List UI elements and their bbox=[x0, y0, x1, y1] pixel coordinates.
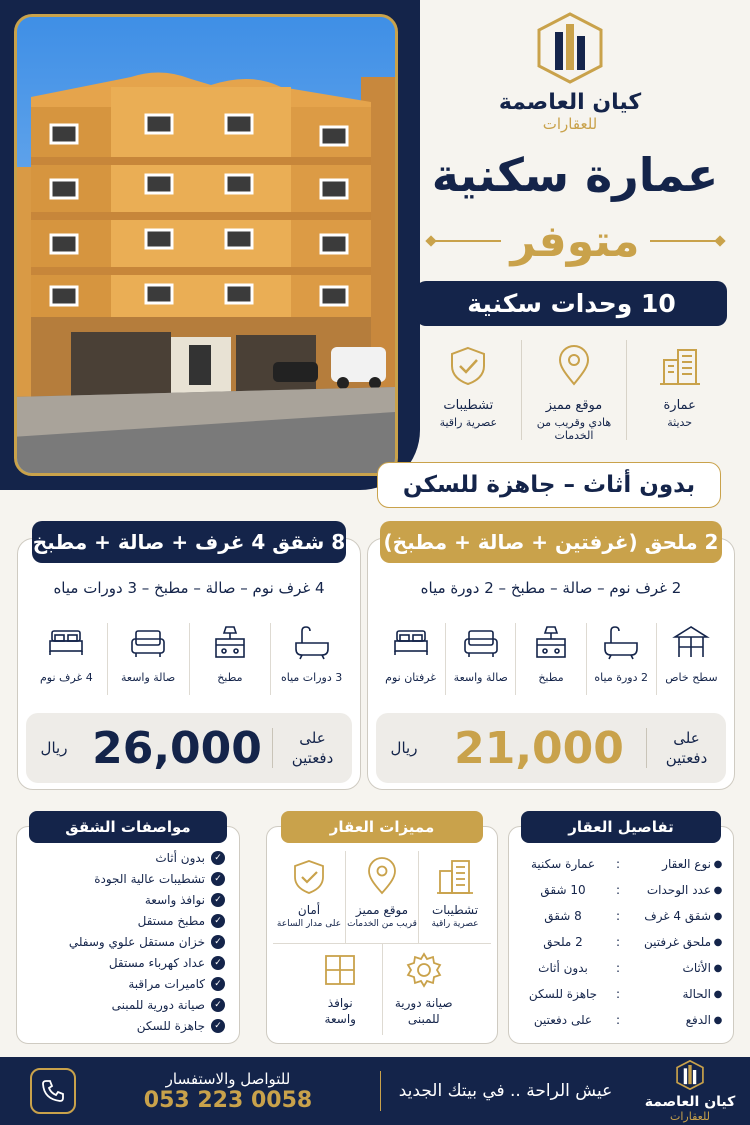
apartment-specs bbox=[16, 818, 240, 1044]
spec-label: صيانة دورية للمبنى bbox=[111, 997, 205, 1012]
detail-value: على دفعتين bbox=[533, 1013, 593, 1027]
footer-brand-name: كيان العاصمة bbox=[644, 1093, 736, 1110]
merits-title: مميزات العقار bbox=[281, 811, 483, 843]
shield-check-icon bbox=[289, 857, 329, 897]
merit-sub: للمبنى bbox=[407, 1012, 440, 1026]
check-icon: ✓ bbox=[211, 935, 225, 949]
detail-key: ملحق غرفتين bbox=[644, 935, 711, 949]
merit bbox=[273, 851, 345, 943]
phone-number[interactable]: 053 223 0058 bbox=[143, 1087, 313, 1113]
bathtub-icon bbox=[292, 623, 332, 661]
amenity bbox=[376, 623, 445, 695]
price: 21,000 bbox=[454, 722, 624, 774]
detail-key: الأثاث bbox=[682, 961, 711, 975]
bullet-icon: ● bbox=[713, 1014, 723, 1026]
bullet-icon: ● bbox=[713, 936, 723, 948]
deco-line bbox=[650, 240, 720, 242]
footer bbox=[0, 1057, 750, 1125]
amenity bbox=[586, 623, 656, 695]
merit-title: تشطيبات bbox=[431, 903, 479, 917]
footer-brand-sub: للعقارات bbox=[670, 1109, 710, 1123]
phone-icon bbox=[40, 1078, 66, 1104]
check-icon: ✓ bbox=[211, 893, 225, 907]
kitchen-icon bbox=[531, 623, 571, 661]
amenity bbox=[26, 623, 107, 695]
detail-value: بدون أثاث bbox=[538, 961, 588, 975]
building-photo bbox=[14, 14, 398, 476]
detail-row bbox=[515, 851, 725, 877]
brand-logo bbox=[470, 12, 670, 133]
feature-sub: عصرية راقية bbox=[439, 416, 498, 429]
currency: ريال bbox=[40, 739, 68, 757]
brand-name: كيان العاصمة bbox=[498, 90, 642, 115]
feature-title: تشطيبات bbox=[443, 398, 494, 413]
contact-label: للتواصل والاستفسار bbox=[165, 1069, 291, 1088]
bathtub-icon bbox=[601, 623, 641, 661]
brand-mark-icon bbox=[535, 12, 605, 84]
brand-mark-icon bbox=[675, 1060, 705, 1090]
offer-title: 8 شقق 4 غرف + صالة + مطبخ bbox=[32, 521, 346, 563]
feature-finishing bbox=[416, 340, 521, 440]
merits-row bbox=[273, 943, 491, 1035]
offer-desc: 4 غرف نوم – صالة – مطبخ – 3 دورات مياه bbox=[53, 579, 325, 597]
amenity bbox=[445, 623, 515, 695]
merit bbox=[382, 944, 466, 1035]
merit-title: صيانة دورية bbox=[394, 996, 453, 1010]
offer-title: 2 ملحق (غرفتين + صالة + مطبخ) bbox=[380, 521, 722, 563]
detail-row bbox=[515, 903, 725, 929]
footer-logo bbox=[630, 1060, 750, 1123]
merit bbox=[418, 851, 491, 943]
check-icon: ✓ bbox=[211, 977, 225, 991]
spec-item bbox=[25, 994, 225, 1015]
payment-line: دفعتين bbox=[665, 749, 708, 767]
sofa-icon bbox=[128, 623, 168, 661]
amenity-label: سطح خاص bbox=[665, 671, 718, 684]
separator: : bbox=[615, 987, 621, 1001]
detail-key: الدفع bbox=[685, 1013, 711, 1027]
separator: : bbox=[615, 883, 621, 897]
payment-line: على bbox=[299, 729, 326, 747]
spec-label: كاميرات مراقبة bbox=[128, 976, 205, 991]
amenity-label: غرفتان نوم bbox=[385, 671, 437, 684]
price: 26,000 bbox=[92, 722, 262, 774]
merits-grid bbox=[273, 851, 491, 1035]
rooftop-icon bbox=[671, 623, 711, 661]
feature-sub: حديثة bbox=[667, 416, 693, 429]
spec-label: عداد كهرباء مستقل bbox=[108, 955, 205, 970]
bullet-icon: ● bbox=[713, 910, 723, 922]
detail-row bbox=[515, 955, 725, 981]
merit bbox=[299, 944, 382, 1035]
detail-row bbox=[515, 981, 725, 1007]
bullet-icon: ● bbox=[713, 884, 723, 896]
merit-sub: قريب من الخدمات bbox=[347, 919, 417, 929]
spec-item bbox=[25, 952, 225, 973]
payment-line: دفعتين bbox=[291, 749, 334, 767]
amenities bbox=[376, 623, 726, 695]
sofa-icon bbox=[461, 623, 501, 661]
gear-icon bbox=[404, 950, 444, 990]
detail-key: الحالة bbox=[682, 987, 711, 1001]
check-icon: ✓ bbox=[211, 914, 225, 928]
location-pin-icon bbox=[362, 857, 402, 897]
deco-line bbox=[431, 240, 501, 242]
price-box bbox=[26, 713, 352, 783]
slogan: عيش الراحة .. في بيتك الجديد bbox=[380, 1071, 630, 1111]
bullet-icon: ● bbox=[713, 962, 723, 974]
amenity-label: صالة واسعة bbox=[453, 671, 508, 684]
property-merits bbox=[266, 818, 498, 1044]
available-row bbox=[420, 212, 730, 270]
amenity bbox=[515, 623, 585, 695]
spec-item bbox=[25, 931, 225, 952]
check-icon: ✓ bbox=[211, 1019, 225, 1033]
building-icon bbox=[435, 857, 475, 897]
feature-building bbox=[626, 340, 732, 440]
units-badge: 10 وحدات سكنية bbox=[416, 281, 727, 326]
offer-card-annex bbox=[367, 530, 735, 790]
amenity bbox=[107, 623, 189, 695]
offer-card-apartments bbox=[17, 530, 361, 790]
separator: : bbox=[615, 857, 621, 871]
amenities bbox=[26, 623, 352, 695]
location-pin-icon bbox=[552, 344, 596, 388]
detail-value: 10 شقق bbox=[540, 883, 586, 897]
merit-sub: واسعة bbox=[324, 1012, 356, 1026]
specs-title: مواصفات الشقق bbox=[29, 811, 227, 843]
merit-title: نوافذ bbox=[327, 996, 353, 1010]
check-icon: ✓ bbox=[211, 998, 225, 1012]
merit-sub: على مدار الساعة bbox=[276, 919, 342, 929]
offer-desc: 2 غرف نوم – صالة – مطبخ – 2 دورة مياه bbox=[420, 579, 682, 597]
headline: عمارة سكنية bbox=[431, 148, 719, 202]
ready-badge: بدون أثاث – جاهزة للسكن bbox=[377, 462, 721, 508]
detail-value: 8 شقق bbox=[544, 909, 582, 923]
detail-value: 2 ملحق bbox=[543, 935, 583, 949]
amenity bbox=[656, 623, 726, 695]
top-features bbox=[416, 340, 732, 440]
detail-value: جاهزة للسكن bbox=[528, 987, 598, 1001]
property-details bbox=[508, 818, 734, 1044]
details-title: تفاصيل العقار bbox=[521, 811, 721, 843]
bullet-icon: ● bbox=[713, 988, 723, 1000]
bed-icon bbox=[391, 623, 431, 661]
price-box bbox=[376, 713, 726, 783]
shield-check-icon bbox=[446, 344, 490, 388]
check-icon: ✓ bbox=[211, 956, 225, 970]
spec-item bbox=[25, 868, 225, 889]
window-icon bbox=[320, 950, 360, 990]
separator: : bbox=[615, 961, 621, 975]
amenity-label: مطبخ bbox=[538, 671, 564, 684]
available-label: متوفر bbox=[510, 215, 640, 267]
spec-label: تشطيبات عالية الجودة bbox=[94, 871, 205, 886]
spec-item bbox=[25, 889, 225, 910]
phone-button[interactable] bbox=[30, 1068, 76, 1114]
amenity bbox=[189, 623, 271, 695]
amenity-label: 3 دورات مياه bbox=[280, 671, 343, 684]
spec-label: نوافذ واسعة bbox=[144, 892, 205, 907]
detail-row bbox=[515, 929, 725, 955]
amenity-label: 4 غرف نوم bbox=[39, 671, 93, 684]
spec-item bbox=[25, 1015, 225, 1036]
building-icon bbox=[658, 344, 702, 388]
merit-title: أمان bbox=[297, 903, 321, 917]
detail-row bbox=[515, 1007, 725, 1033]
spec-label: جاهزة للسكن bbox=[136, 1018, 205, 1033]
spec-label: مطبخ مستقل bbox=[137, 913, 205, 928]
bullet-icon: ● bbox=[713, 858, 723, 870]
currency: ريال bbox=[390, 739, 418, 757]
kitchen-icon bbox=[210, 623, 250, 661]
detail-key: عدد الوحدات bbox=[646, 883, 711, 897]
separator: : bbox=[615, 935, 621, 949]
merit-title: موقع مميز bbox=[355, 903, 409, 917]
payment-line: على bbox=[673, 729, 700, 747]
separator: : bbox=[615, 1013, 621, 1027]
amenity-label: صالة واسعة bbox=[121, 671, 176, 684]
brand-sub: للعقارات bbox=[542, 115, 598, 133]
amenity bbox=[270, 623, 352, 695]
check-icon: ✓ bbox=[211, 872, 225, 886]
check-icon: ✓ bbox=[211, 851, 225, 865]
detail-key: نوع العقار bbox=[662, 857, 711, 871]
feature-sub: هادي وقريب من الخدمات bbox=[536, 416, 612, 442]
details-list bbox=[515, 851, 725, 1033]
merit bbox=[345, 851, 418, 943]
bed-icon bbox=[46, 623, 86, 661]
merits-row bbox=[273, 851, 491, 943]
feature-title: موقع مميز bbox=[545, 398, 603, 413]
spec-label: بدون أثاث bbox=[155, 850, 205, 865]
amenity-label: 2 دورة مياه bbox=[594, 671, 648, 684]
payment-terms bbox=[272, 728, 352, 768]
merit-sub: عصرية راقية bbox=[431, 919, 479, 929]
specs-list bbox=[25, 847, 225, 1036]
payment-terms bbox=[646, 728, 726, 768]
spec-label: خزان مستقل علوي وسفلي bbox=[68, 934, 205, 949]
detail-key: شقق 4 غرف bbox=[644, 909, 711, 923]
detail-value: عمارة سكنية bbox=[530, 857, 595, 871]
spec-item bbox=[25, 910, 225, 931]
contact bbox=[76, 1070, 380, 1113]
feature-location bbox=[521, 340, 627, 440]
feature-title: عمارة bbox=[663, 398, 696, 413]
spec-item bbox=[25, 847, 225, 868]
amenity-label: مطبخ bbox=[217, 671, 243, 684]
detail-row bbox=[515, 877, 725, 903]
spec-item bbox=[25, 973, 225, 994]
separator: : bbox=[615, 909, 621, 923]
